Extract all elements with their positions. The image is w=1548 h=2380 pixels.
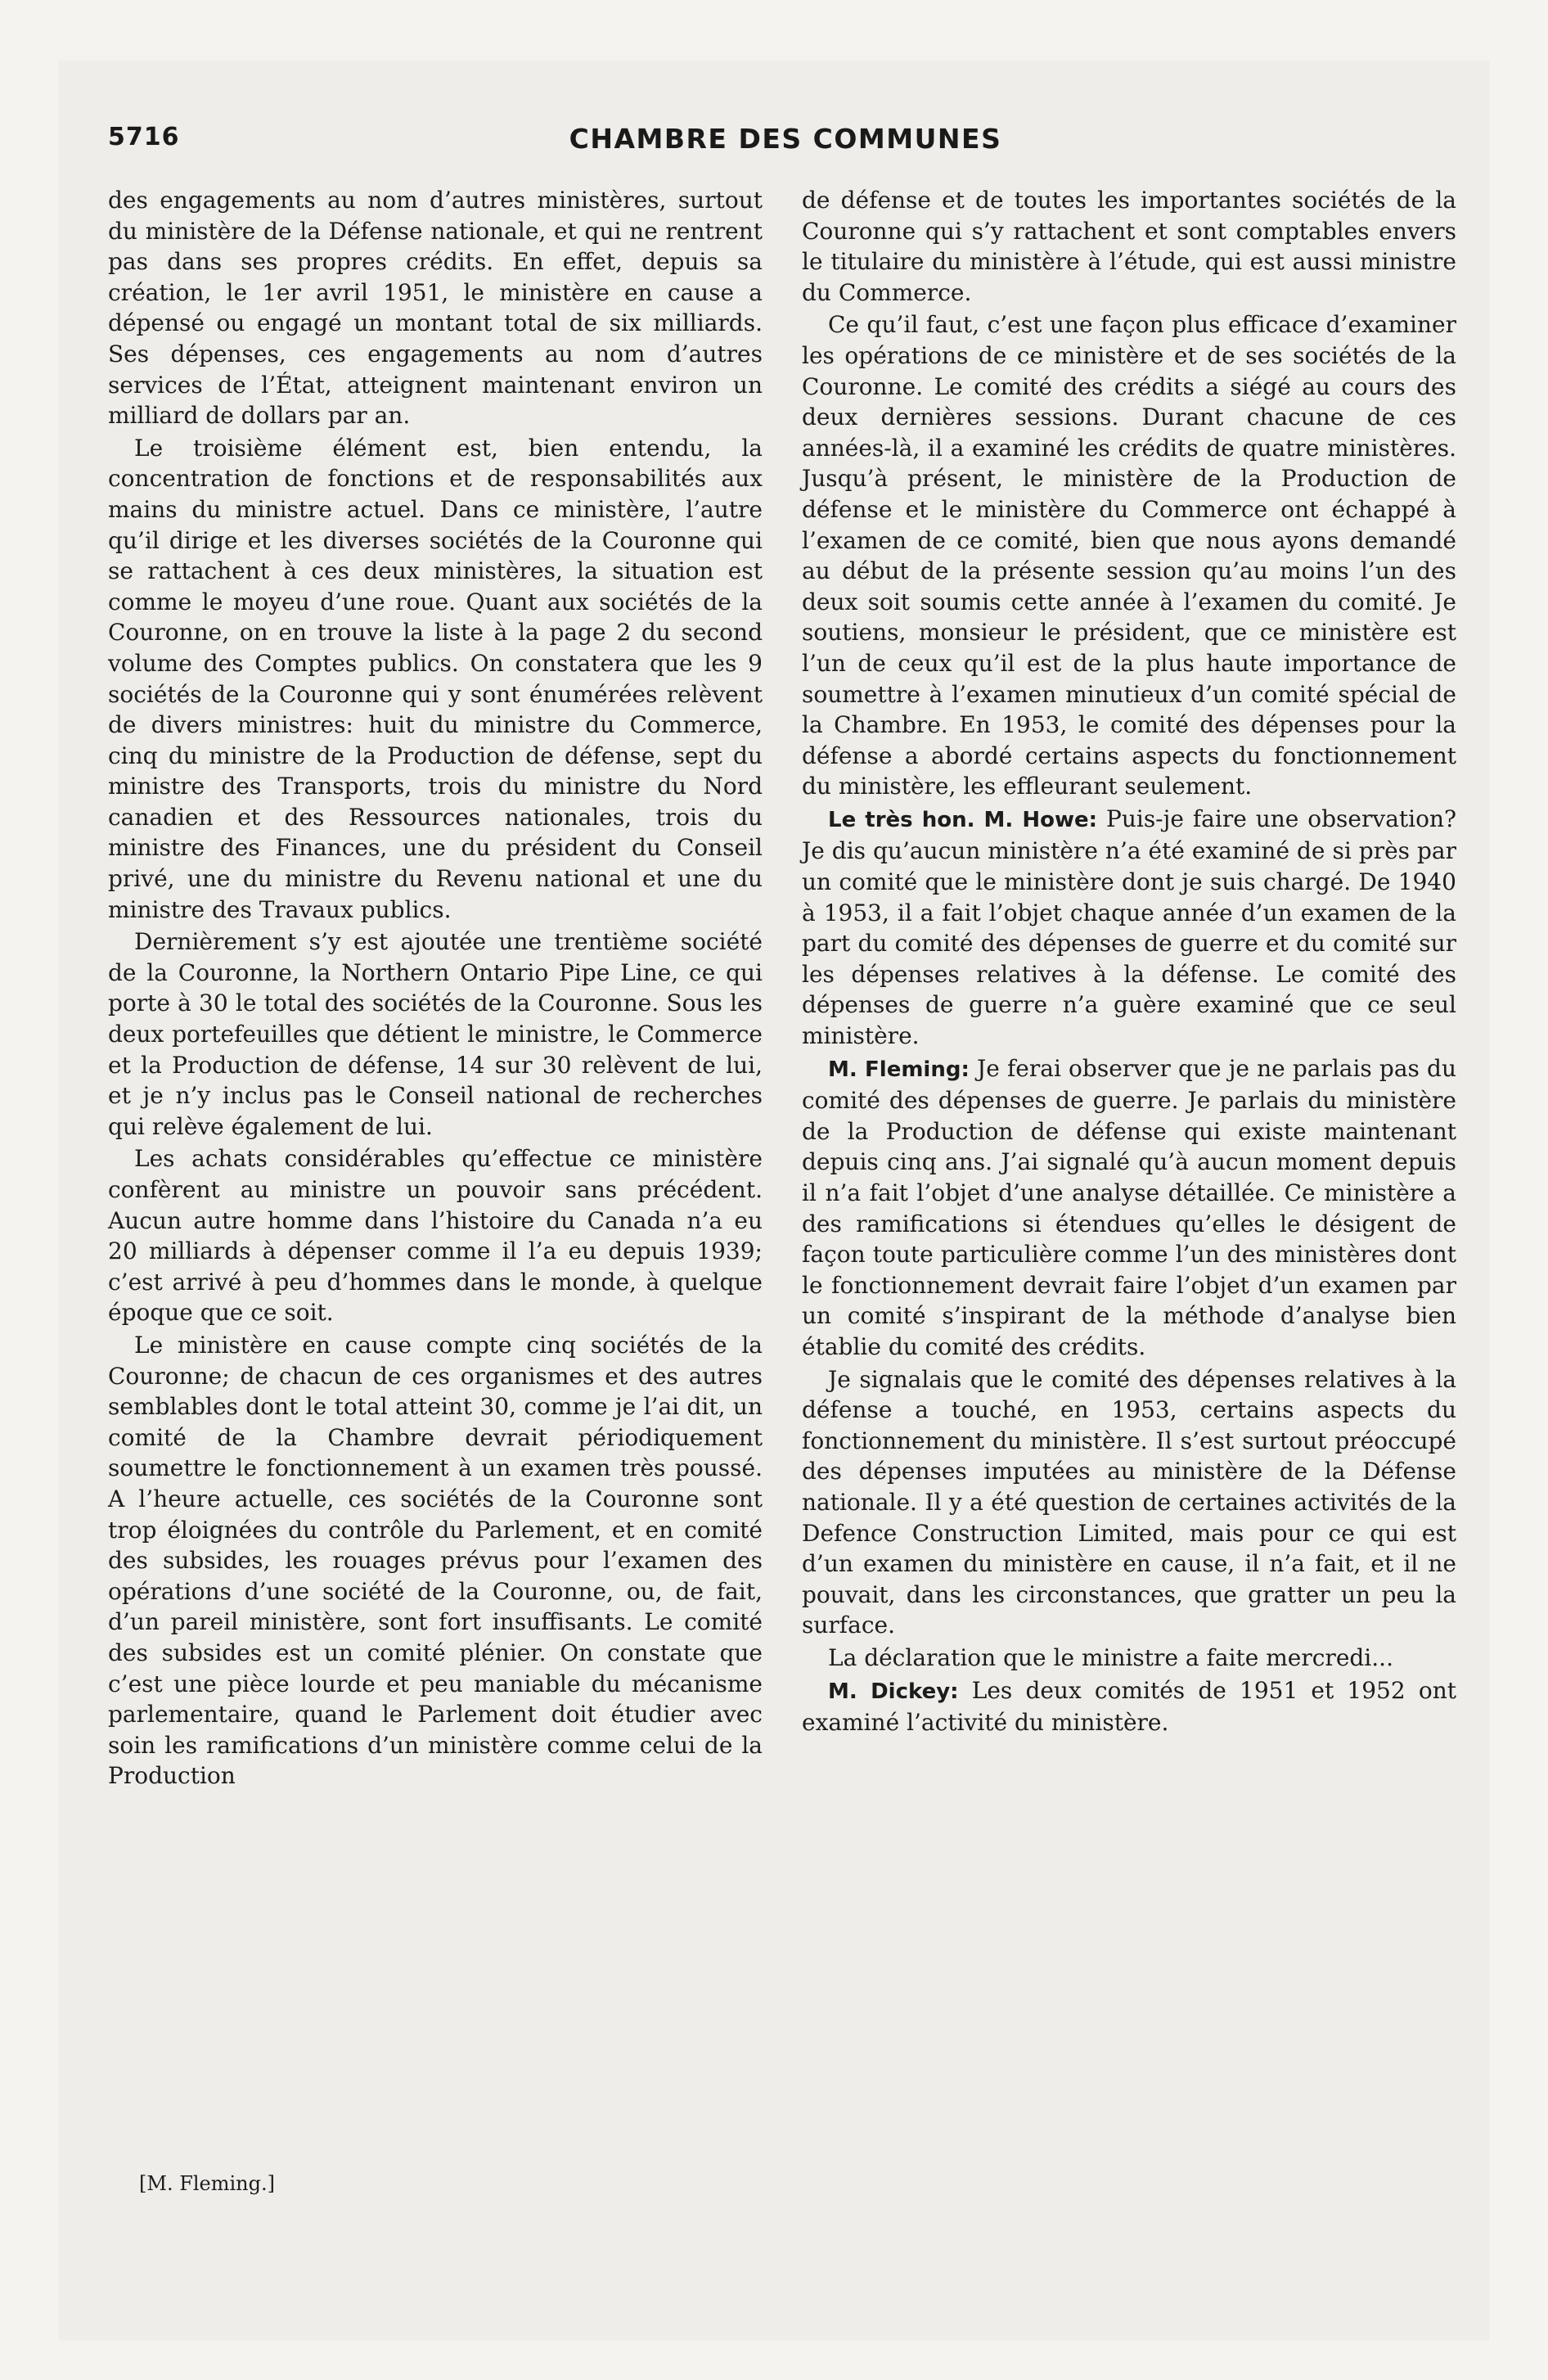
speaker-name: M. Fleming: <box>828 1057 970 1082</box>
paragraph: des engagements au nom d’autres ministères, surtout du ministère de la Défense nationale, et qui ne rentrent pas dans ses propres crédits. En effet, depuis sa création, le 1er avril 1951, le ministère en cause a dépensé ou engagé un montant total de six milliards. Ses dépenses, ces engagements au nom d’autres services de l’État, atteignent maintenant environ un milliard de dollars par an. <box>108 187 763 430</box>
paragraph: La déclaration que le ministre a faite mercredi... <box>828 1643 1393 1671</box>
paragraph: de défense et de toutes les importantes sociétés de la Couronne qui s’y rattachent et sont comptables envers le titulaire du ministère à l’étude, qui est aussi ministre du Commerce. <box>802 187 1456 306</box>
page-header <box>108 123 1463 172</box>
right-column <box>802 185 1456 1740</box>
speech-text: Puis-je faire une observation? Je dis qu’aucun ministère n’a été examiné de si près par un comité que le ministère dont je suis chargé. De 1940 à 1953, il a fait l’objet chaque année d’un examen de la part du comité des dépenses de guerre et du comité sur les dépenses relatives à la défense. Le comité des dépenses de guerre n’a guère examiné que ce seul ministère. <box>802 805 1456 1050</box>
speaker-footer-note: [M. Fleming.] <box>139 2172 275 2195</box>
paragraph: Le troisième élément est, bien entendu, la concentration de fonctions et de responsabilités aux mains du ministre actuel. Dans ce ministère, l’autre qu’il dirige et les diverses sociétés de la Couronne qui se rattachent à ces deux ministères, la situation est comme le moyeu d’une roue. Quant aux sociétés de la Couronne, on en trouve la liste à la page 2 du second volume des Comptes publics. On constatera que les 9 sociétés de la Couronne qui y sont énumérées relèvent de divers ministres: huit du ministre du Commerce, cinq du ministre de la Production de défense, sept du ministre des Transports, trois du ministre du Nord canadien et des Ressources nationales, trois du ministre des Finances, une du président du Conseil privé, une du ministre du Revenu national et une du ministre des Travaux publics. <box>108 434 763 923</box>
running-title: CHAMBRE DES COMMUNES <box>569 123 1002 155</box>
paragraph: Ce qu’il faut, c’est une façon plus efficace d’examiner les opérations de ce ministère et de ses sociétés de la Couronne. Le comité des crédits a siégé au cours des deux dernières sessions. Durant chacune de ces années-là, il a examiné les crédits de quatre ministères. Jusqu’à présent, le ministère de la Production de défense et le ministère du Commerce ont échappé à l’examen de ce comité, bien que nous ayons demandé au début de la présente session qu’au moins l’un des deux soit soumis cette année à l’examen du comité. Je soutiens, monsieur le président, que ce ministère est l’un de ceux qu’il est de la plus haute importance de soumettre à l’examen minutieux d’un comité spécial de la Chambre. En 1953, le comité des dépenses pour la défense a abordé certains aspects du fonctionnement du ministère, les effleurant seulement. <box>802 311 1456 800</box>
speech-paragraph <box>802 804 1456 1052</box>
paragraph: Je signalais que le comité des dépenses relatives à la défense a touché, en 1953, certains aspects du fonctionnement du ministère. Il s’est surtout préoccupé des dépenses imputées au ministère de la Défense nationale. Il y a été question de certaines activités de la Defence Construction Limited, mais pour ce qui est d’un examen du ministère en cause, il n’a fait, et il ne pouvait, dans les circonstances, que gratter un peu la surface. <box>802 1365 1456 1639</box>
speech-text: Je ferai observer que je ne parlais pas du comité des dépenses de guerre. Je parlais du ministère de la Production de défense qui existe maintenant depuis cinq ans. J’ai signalé qu’à aucun moment depuis il n’a fait l’objet d’une analyse détaillée. Ce ministère a des ramifications si étendues qu’elles le désigent de façon toute particulière comme l’un des ministères dont le fonctionnement devrait faire l’objet d’un examen par un comité s’inspirant de la méthode d’analyse bien établie du comité des crédits. <box>802 1054 1456 1360</box>
speech-paragraph <box>802 1053 1456 1363</box>
speech-text: Les deux comités de 1951 et 1952 ont examiné l’activité du ministère. <box>802 1676 1456 1737</box>
speech-paragraph <box>802 1675 1456 1738</box>
left-column <box>108 185 763 1793</box>
paragraph: Le ministère en cause compte cinq sociétés de la Couronne; de chacun de ces organismes et des autres semblables dont le total atteint 30, comme je l’ai dit, un comité de la Chambre devrait périodiquement soumettre le fonctionnement à un examen très poussé. A l’heure actuelle, ces sociétés de la Couronne sont trop éloignées du contrôle du Parlement, et en comité des subsides, les rouages prévus pour l’examen des opérations d’une société de la Couronne, ou, de fait, d’un pareil ministère, sont fort insuffisants. Le comité des subsides est un comité plénier. On constate que c’est une pièce lourde et peu maniable du mécanisme parlementaire, quand le Parlement doit étudier avec soin les ramifications d’un ministère comme celui de la Production <box>108 1331 763 1790</box>
page-number: 5716 <box>108 123 180 151</box>
paragraph: Dernièrement s’y est ajoutée une trentième société de la Couronne, la Northern Ontario Pipe Line, ce qui porte à 30 le total des sociétés de la Couronne. Sous les deux portefeuilles que détient le ministre, le Commerce et la Production de défense, 14 sur 30 relèvent de lui, et je n’y inclus pas le Conseil national de recherches qui relève également de lui. <box>108 928 763 1140</box>
speaker-name: Le très hon. M. Howe: <box>828 807 1098 832</box>
document-page <box>59 61 1489 2341</box>
speaker-name: M. Dickey: <box>828 1679 959 1704</box>
paragraph: Les achats considérables qu’effectue ce ministère confèrent au ministre un pouvoir sans précédent. Aucun autre homme dans l’histoire du Canada n’a eu 20 milliards à dépenser comme il l’a eu depuis 1939; c’est arrivé à peu d’hommes dans le monde, à quelque époque que ce soit. <box>108 1145 763 1327</box>
